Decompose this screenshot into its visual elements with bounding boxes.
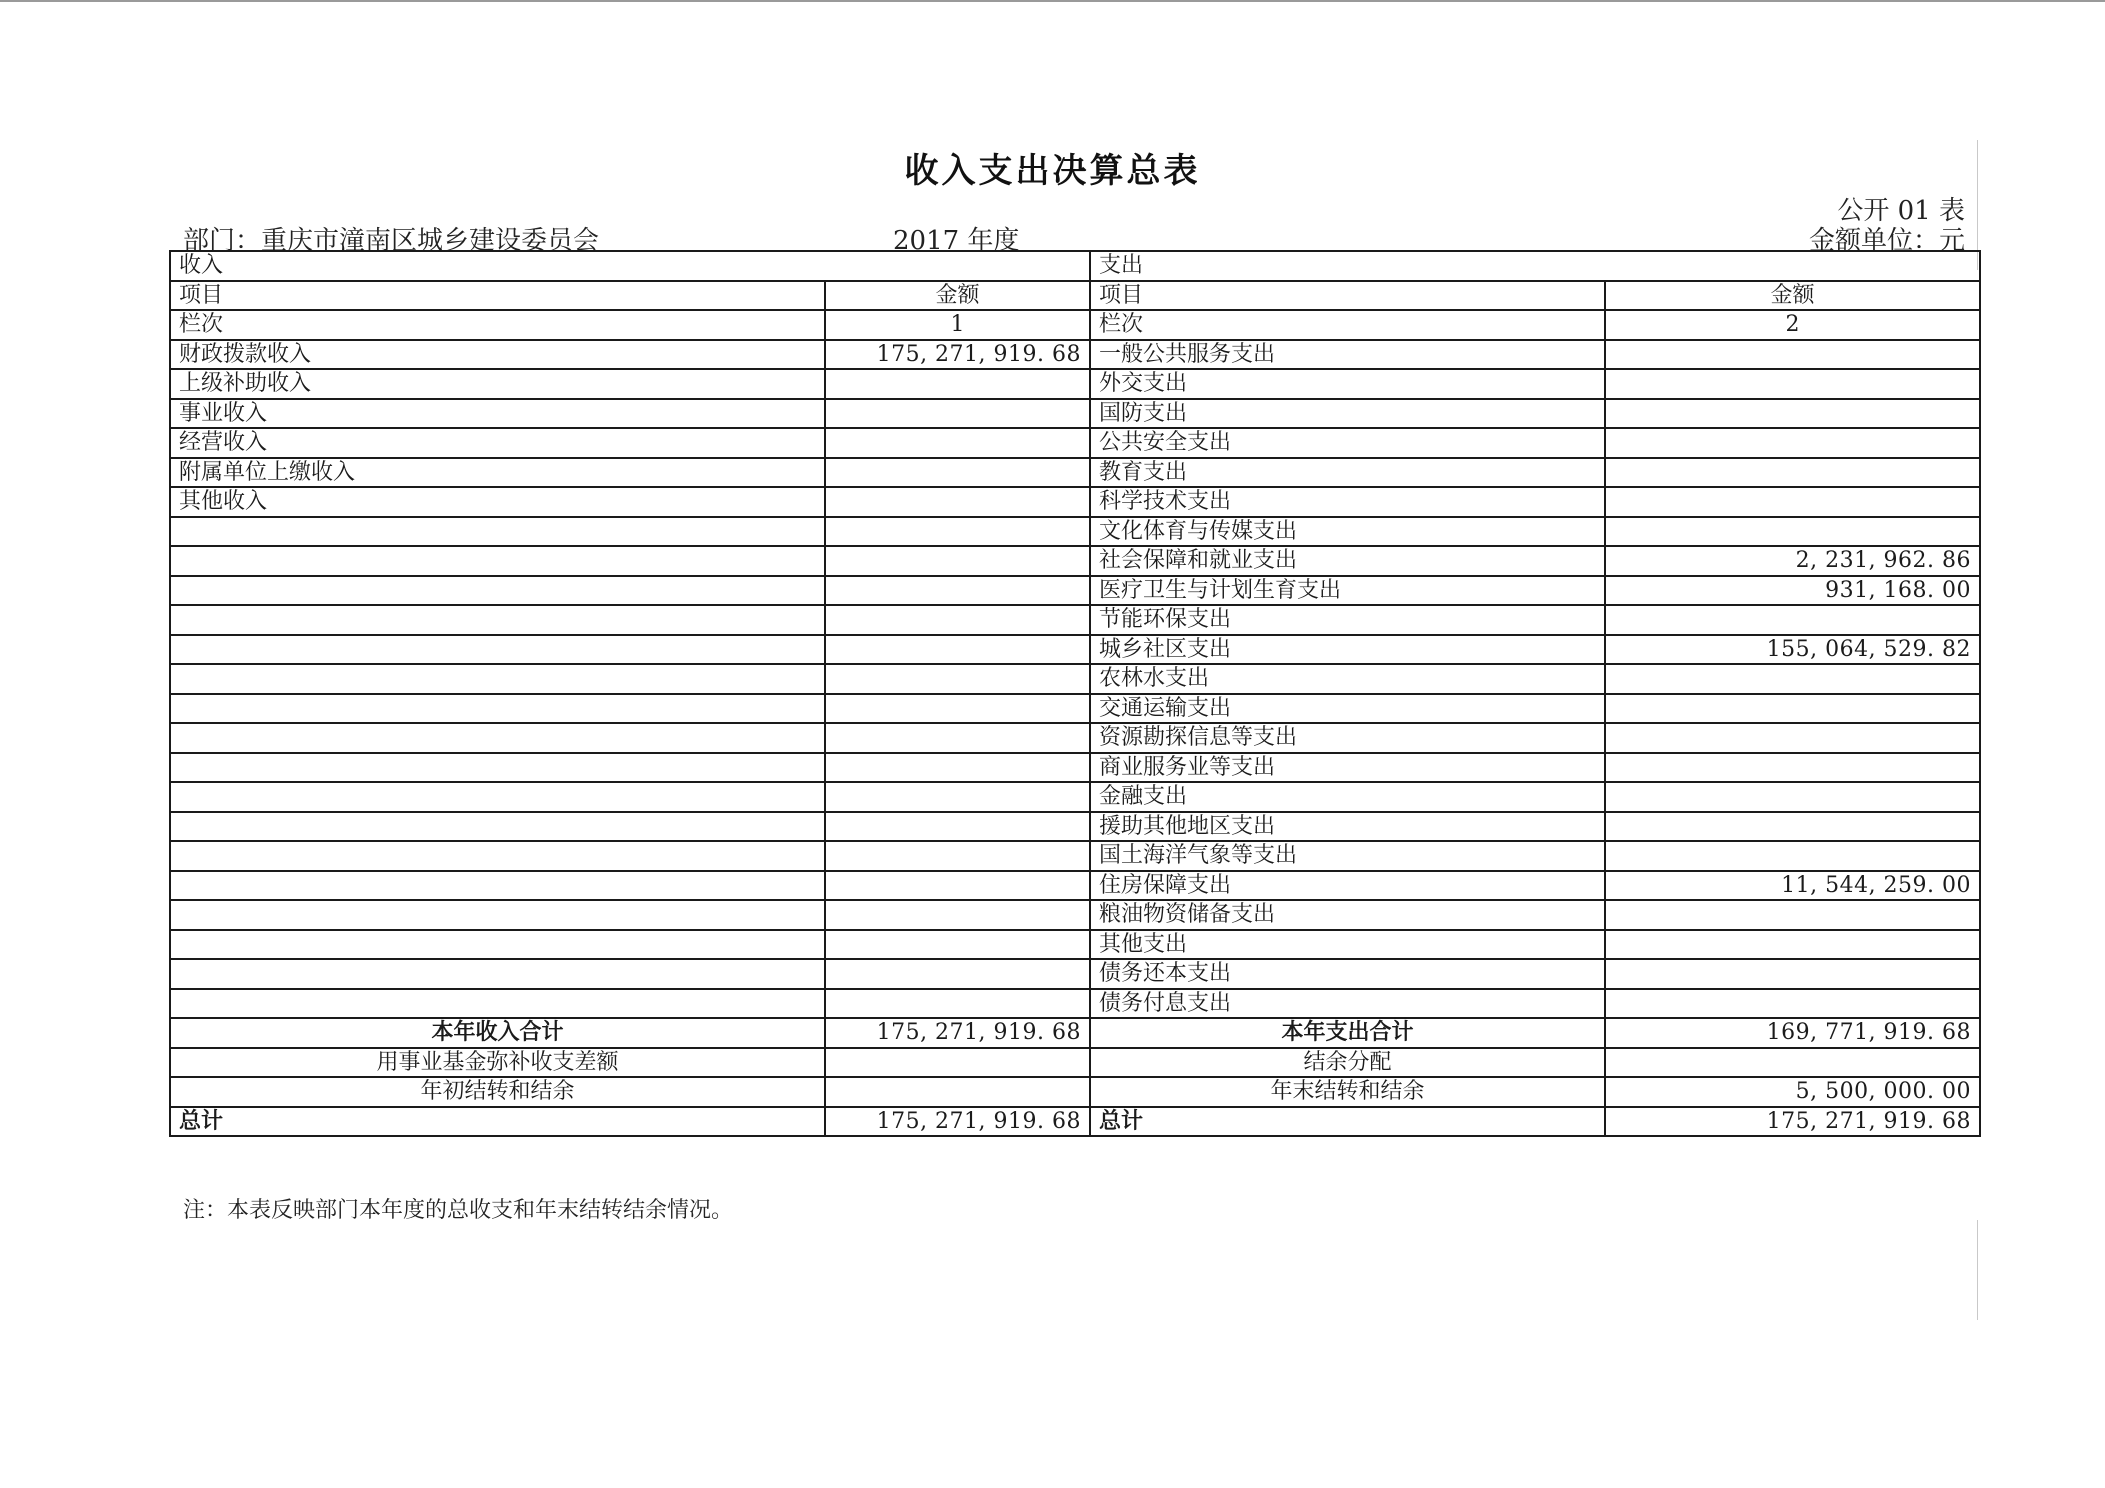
table-row (170, 694, 1980, 724)
income-amount-cell (825, 959, 1090, 989)
expense-amount-cell (1605, 694, 1980, 724)
expense-grand-total-label: 总计 (1090, 1107, 1605, 1137)
table-row (170, 517, 1980, 547)
income-item-header: 项目 (170, 281, 825, 311)
income-adjustment-amount (825, 1077, 1090, 1107)
table-row (170, 900, 1980, 930)
income-item-cell (170, 812, 825, 842)
table-code: 公开 01 表 (1837, 196, 1965, 226)
expense-amount-cell (1605, 782, 1980, 812)
column-header-row (170, 281, 1980, 311)
expense-amount-cell (1605, 900, 1980, 930)
income-item-cell (170, 517, 825, 547)
table-row (170, 546, 1980, 576)
income-amount-cell: 175, 271, 919. 68 (825, 340, 1090, 370)
expense-amount-cell (1605, 428, 1980, 458)
scan-edge-line (1977, 1220, 1978, 1320)
income-expense-table (169, 250, 1981, 1137)
table-row (170, 635, 1980, 665)
table-row (170, 723, 1980, 753)
expense-amount-cell: 2, 231, 962. 86 (1605, 546, 1980, 576)
table-row (170, 812, 1980, 842)
income-item-cell (170, 871, 825, 901)
expense-adjustment-amount: 5, 500, 000. 00 (1605, 1077, 1980, 1107)
income-item-cell (170, 635, 825, 665)
income-amount-cell (825, 841, 1090, 871)
expense-section-label: 支出 (1090, 251, 1980, 281)
income-section-label: 收入 (170, 251, 1090, 281)
expense-amount-cell (1605, 930, 1980, 960)
income-amount-cell (825, 605, 1090, 635)
income-grand-total-amount: 175, 271, 919. 68 (825, 1107, 1090, 1137)
income-item-cell (170, 959, 825, 989)
expense-item-cell: 医疗卫生与计划生育支出 (1090, 576, 1605, 606)
income-item-cell: 其他收入 (170, 487, 825, 517)
income-amount-cell (825, 517, 1090, 547)
expense-item-cell: 科学技术支出 (1090, 487, 1605, 517)
expense-item-cell: 农林水支出 (1090, 664, 1605, 694)
expense-amount-cell (1605, 369, 1980, 399)
income-subtotal-label: 本年收入合计 (170, 1018, 825, 1048)
expense-item-header: 项目 (1090, 281, 1605, 311)
expense-adjustment-label: 年末结转和结余 (1090, 1077, 1605, 1107)
grand-total-row (170, 1107, 1980, 1137)
expense-amount-cell (1605, 841, 1980, 871)
adjustment-row (170, 1048, 1980, 1078)
expense-subtotal-amount: 169, 771, 919. 68 (1605, 1018, 1980, 1048)
table-row (170, 399, 1980, 429)
table-row (170, 605, 1980, 635)
income-amount-cell (825, 399, 1090, 429)
expense-grand-total-amount: 175, 271, 919. 68 (1605, 1107, 1980, 1137)
footnote: 注：本表反映部门本年度的总收支和年末结转结余情况。 (183, 1198, 734, 1223)
expense-column-label: 栏次 (1090, 310, 1605, 340)
adjustment-row (170, 1077, 1980, 1107)
fiscal-year: 2017 年度 (893, 226, 1020, 256)
income-column-label: 栏次 (170, 310, 825, 340)
table-row (170, 487, 1980, 517)
income-column-number: 1 (825, 310, 1090, 340)
expense-amount-cell: 155, 064, 529. 82 (1605, 635, 1980, 665)
income-item-cell (170, 930, 825, 960)
income-adjustment-label: 用事业基金弥补收支差额 (170, 1048, 825, 1078)
department-label: 部门：重庆市潼南区城乡建设委员会 (183, 226, 600, 256)
income-item-cell (170, 753, 825, 783)
expense-amount-cell (1605, 664, 1980, 694)
income-adjustment-amount (825, 1048, 1090, 1078)
income-grand-total-label: 总计 (170, 1107, 825, 1137)
table-row (170, 428, 1980, 458)
income-item-cell: 附属单位上缴收入 (170, 458, 825, 488)
income-amount-cell (825, 369, 1090, 399)
income-amount-cell (825, 871, 1090, 901)
income-amount-cell (825, 458, 1090, 488)
table-row (170, 959, 1980, 989)
income-item-cell: 事业收入 (170, 399, 825, 429)
expense-amount-cell (1605, 605, 1980, 635)
expense-adjustment-label: 结余分配 (1090, 1048, 1605, 1078)
expense-item-cell: 外交支出 (1090, 369, 1605, 399)
subtotal-row (170, 1018, 1980, 1048)
income-item-cell (170, 841, 825, 871)
expense-item-cell: 国防支出 (1090, 399, 1605, 429)
income-item-cell: 上级补助收入 (170, 369, 825, 399)
expense-item-cell: 一般公共服务支出 (1090, 340, 1605, 370)
expense-item-cell: 城乡社区支出 (1090, 635, 1605, 665)
expense-item-cell: 社会保障和就业支出 (1090, 546, 1605, 576)
income-amount-cell (825, 812, 1090, 842)
table-row (170, 841, 1980, 871)
expense-item-cell: 资源勘探信息等支出 (1090, 723, 1605, 753)
table-row (170, 664, 1980, 694)
expense-item-cell: 公共安全支出 (1090, 428, 1605, 458)
expense-item-cell: 节能环保支出 (1090, 605, 1605, 635)
income-item-cell (170, 782, 825, 812)
section-header-row (170, 251, 1980, 281)
table-row (170, 930, 1980, 960)
income-amount-cell (825, 900, 1090, 930)
expense-item-cell: 文化体育与传媒支出 (1090, 517, 1605, 547)
table-row (170, 989, 1980, 1019)
income-item-cell (170, 989, 825, 1019)
income-item-cell (170, 576, 825, 606)
expense-item-cell: 金融支出 (1090, 782, 1605, 812)
expense-amount-cell (1605, 458, 1980, 488)
expense-amount-cell (1605, 753, 1980, 783)
expense-amount-cell (1605, 487, 1980, 517)
income-amount-cell (825, 546, 1090, 576)
table-row (170, 753, 1980, 783)
income-amount-cell (825, 635, 1090, 665)
expense-item-cell: 住房保障支出 (1090, 871, 1605, 901)
table-row (170, 871, 1980, 901)
expense-amount-cell: 931, 168. 00 (1605, 576, 1980, 606)
income-item-cell (170, 900, 825, 930)
expense-item-cell: 粮油物资储备支出 (1090, 900, 1605, 930)
income-amount-cell (825, 989, 1090, 1019)
income-amount-cell (825, 664, 1090, 694)
column-number-row (170, 310, 1980, 340)
expense-amount-cell (1605, 959, 1980, 989)
expense-amount-cell (1605, 399, 1980, 429)
income-amount-cell (825, 782, 1090, 812)
income-amount-cell (825, 576, 1090, 606)
expense-adjustment-amount (1605, 1048, 1980, 1078)
income-item-cell (170, 664, 825, 694)
expense-amount-cell (1605, 812, 1980, 842)
table-row (170, 369, 1980, 399)
expense-item-cell: 国土海洋气象等支出 (1090, 841, 1605, 871)
income-adjustment-label: 年初结转和结余 (170, 1077, 825, 1107)
table-row (170, 458, 1980, 488)
expense-item-cell: 教育支出 (1090, 458, 1605, 488)
income-amount-cell (825, 753, 1090, 783)
expense-amount-cell (1605, 517, 1980, 547)
currency-unit: 金额单位：元 (1808, 226, 1965, 256)
expense-amount-cell (1605, 340, 1980, 370)
expense-item-cell: 债务付息支出 (1090, 989, 1605, 1019)
income-amount-cell (825, 930, 1090, 960)
expense-item-cell: 其他支出 (1090, 930, 1605, 960)
expense-amount-cell (1605, 989, 1980, 1019)
income-amount-cell (825, 694, 1090, 724)
page-top-border (0, 0, 2105, 2)
income-item-cell (170, 605, 825, 635)
income-item-cell (170, 723, 825, 753)
income-amount-cell (825, 428, 1090, 458)
income-item-cell (170, 546, 825, 576)
income-amount-cell (825, 723, 1090, 753)
income-amount-cell (825, 487, 1090, 517)
table-row (170, 576, 1980, 606)
expense-amount-header: 金额 (1605, 281, 1980, 311)
page-title: 收入支出决算总表 (904, 151, 1201, 191)
expense-subtotal-label: 本年支出合计 (1090, 1018, 1605, 1048)
income-item-cell: 财政拨款收入 (170, 340, 825, 370)
expense-column-number: 2 (1605, 310, 1980, 340)
income-item-cell (170, 694, 825, 724)
income-subtotal-amount: 175, 271, 919. 68 (825, 1018, 1090, 1048)
income-amount-header: 金额 (825, 281, 1090, 311)
expense-amount-cell: 11, 544, 259. 00 (1605, 871, 1980, 901)
income-item-cell: 经营收入 (170, 428, 825, 458)
table-row (170, 782, 1980, 812)
expense-amount-cell (1605, 723, 1980, 753)
expense-item-cell: 交通运输支出 (1090, 694, 1605, 724)
table-row (170, 340, 1980, 370)
expense-item-cell: 援助其他地区支出 (1090, 812, 1605, 842)
expense-item-cell: 商业服务业等支出 (1090, 753, 1605, 783)
expense-item-cell: 债务还本支出 (1090, 959, 1605, 989)
